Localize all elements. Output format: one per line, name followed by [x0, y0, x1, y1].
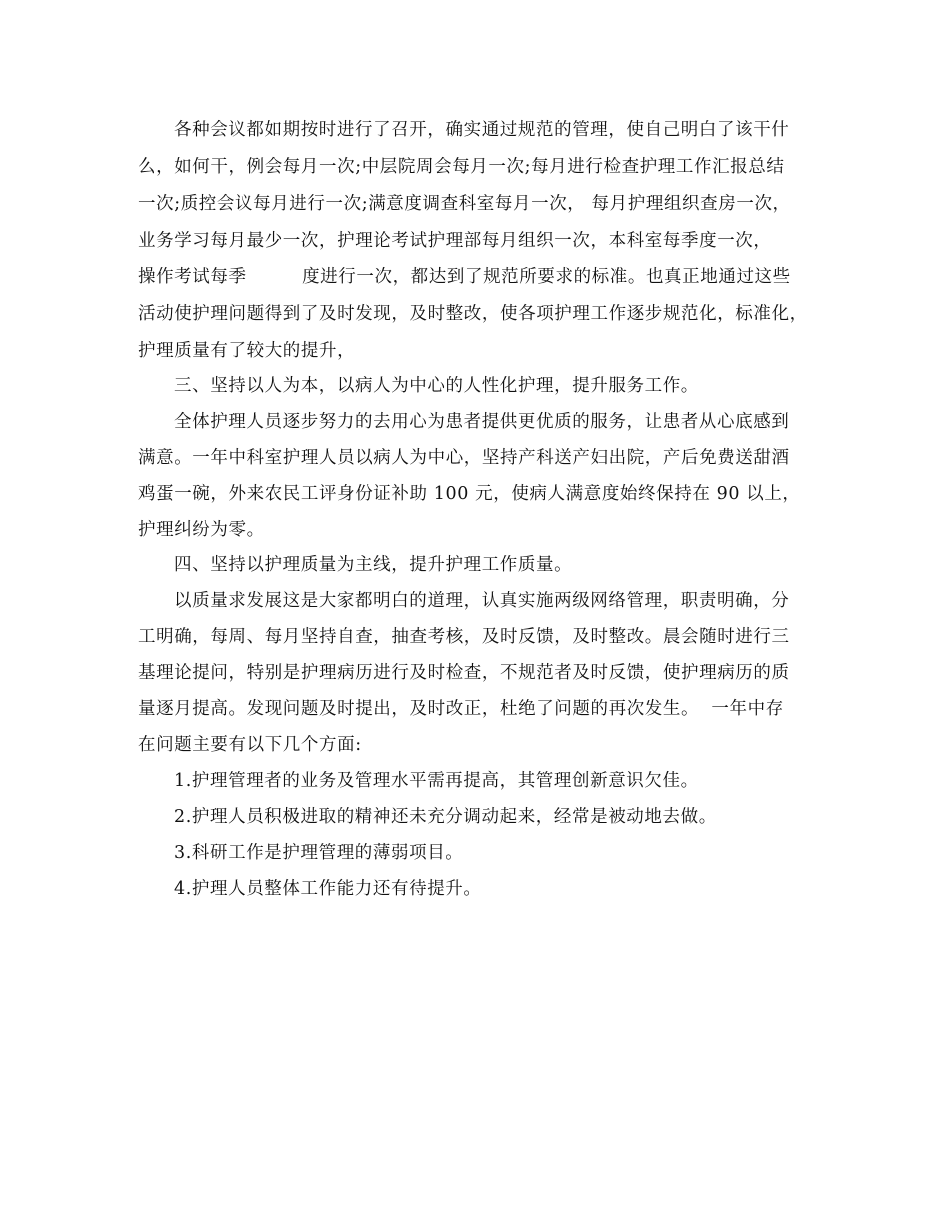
list-item: 1.护理管理者的业务及管理水平需再提高，其管理创新意识欠佳。 [174, 771, 699, 791]
text-line: 操作考试每季 度进行一次，都达到了规范所要求的标准。也真正地通过这些 [138, 267, 791, 287]
text-line: 护理质量有了较大的提升， [138, 341, 356, 361]
text-line: 各种会议都如期按时进行了召开，确实通过规范的管理，使自己明白了该干什 [174, 120, 790, 140]
list-item: 4.护理人员整体工作能力还有待提升。 [174, 879, 482, 899]
text-line: 业务学习每月最少一次，护理论考试护理部每月组织一次，本科室每季度一次， [138, 231, 772, 251]
text-line: 满意。一年中科室护理人员以病人为中心，坚持产科送产妇出院，产后免费送甜酒 [138, 448, 790, 468]
text-line: 以质量求发展这是大家都明白的道理，认真实施两级网络管理，职责明确，分 [174, 591, 790, 611]
text-line: 鸡蛋一碗，外来农民工评身份证补助 100 元，使病人满意度始终保持在 90 以上， [138, 484, 801, 504]
text-line: 在问题主要有以下几个方面: [138, 735, 362, 755]
list-item: 2.护理人员积极进取的精神还未充分调动起来，经常是被动地去做。 [174, 807, 717, 827]
section-heading: 四、坚持以护理质量为主线，提升护理工作质量。 [174, 555, 573, 575]
section-heading: 三、坚持以人为本，以病人为中心的人性化护理，提升服务工作。 [174, 376, 699, 396]
text-line: 一次;质控会议每月进行一次;满意度调查科室每月一次， 每月护理组织查房一次， [138, 194, 791, 214]
text-line: 护理纠纷为零。 [138, 520, 265, 540]
text-line: 基理论提问，特别是护理病历进行及时检查，不规范者及时反馈，使护理病历的质 [138, 663, 790, 683]
text-line: 量逐月提高。发现问题及时提出，及时改正，杜绝了问题的再次发生。 一年中存 [138, 699, 784, 719]
text-line: 活动使护理问题得到了及时发现，及时整改，使各项护理工作逐步规范化，标准化， [138, 304, 808, 324]
text-line: 工明确，每周、每月坚持自查，抽查考核，及时反馈，及时整改。晨会随时进行三 [138, 627, 790, 647]
text-line: 么，如何干，例会每月一次;中层院周会每月一次;每月进行检查护理工作汇报总结 [138, 157, 785, 177]
list-item: 3.科研工作是护理管理的薄弱项目。 [174, 843, 464, 863]
text-line: 全体护理人员逐步努力的去用心为患者提供更优质的服务，让患者从心底感到 [174, 412, 790, 432]
